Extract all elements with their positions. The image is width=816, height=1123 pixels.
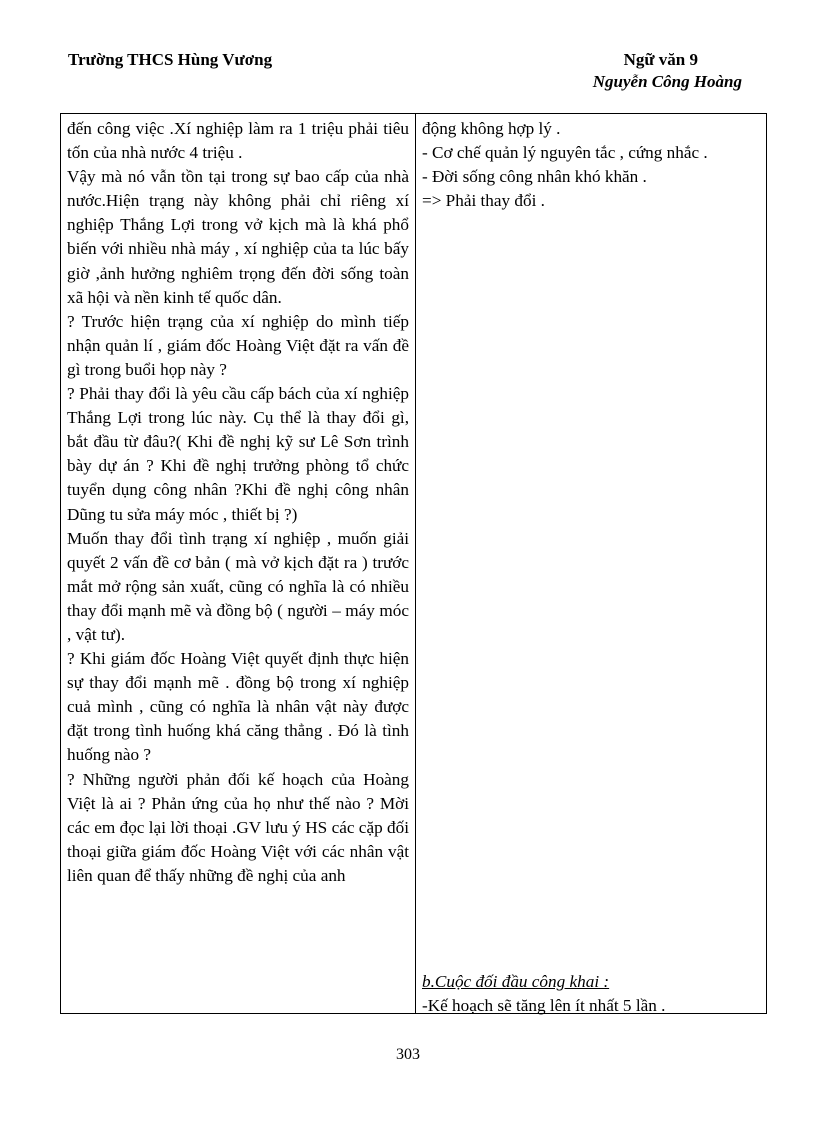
- paragraph: đến công việc .Xí nghiệp làm ra 1 triệu phải tiêu tốn của nhà nước 4 triệu .: [67, 119, 409, 163]
- teacher-activity-column: [61, 114, 416, 1014]
- section-subheading: b.Cuộc đối đầu công khai :: [422, 972, 610, 991]
- content-line: - Cơ chế quản lý nguyên tắc , cứng nhắc .: [422, 143, 708, 163]
- question-paragraph: ? Khi giám đốc Hoàng Việt quyết định thực hiện sự thay đổi mạnh mẽ . đồng bộ trong xí nghiệp cuả mình , cũng có nghĩa là nhân vật này được đặt trong tình huống khá căng thẳng . Đó là tình huống nào ?: [67, 649, 409, 765]
- question-paragraph: ? Những người phản đối kế hoạch của Hoàng Việt là ai ? Phản ứng của họ như thế nào ? Mời các em đọc lại lời thoại .GV lưu ý HS các cặp đối thoại giữa giám đốc Hoàng Việt với các nhân vật liên quan để thấy những đề nghị của anh: [67, 769, 409, 885]
- content-line: động không hợp lý .: [422, 119, 561, 138]
- lesson-table: [60, 113, 767, 1014]
- subject-title: Ngữ văn 9: [623, 50, 698, 69]
- question-paragraph: ? Trước hiện trạng của xí nghiệp do mình tiếp nhận quản lí , giám đốc Hoàng Việt đặt ra vấn đề gì trong buổi họp này ?: [67, 311, 409, 379]
- question-paragraph: ? Phải thay đổi là yêu cầu cấp bách của xí nghiệp Thắng Lợi trong lúc này. Cụ thể là thay đổi gì, bắt đầu từ đâu?( Khi đề nghị kỹ sư Lê Sơn trình bày dự án ? Khi đề nghị trưởng phòng tổ chức tuyển dụng công nhân ?Khi đề nghị công nhân Dũng tu sửa máy móc , thiết bị ?): [67, 384, 409, 524]
- table-row: [61, 114, 767, 1014]
- content-line: => Phải thay đổi .: [422, 191, 545, 211]
- school-name: Trường THCS Hùng Vương: [68, 50, 273, 69]
- paragraph: Vậy mà nó vẫn tồn tại trong sự bao cấp của nhà nước.Hiện trạng này không phải chỉ riêng xí nghiệp Thắng Lợi trong vở kịch mà là khá phổ biến với nhiều nhà máy , xí nghiệp của ta lúc bấy giờ ,ảnh hưởng nghiêm trọng đến đời sống toàn xã hội và nền kinh tế quốc dân.: [67, 167, 409, 307]
- paragraph: Muốn thay đổi tình trạng xí nghiệp , muốn giải quyết 2 vấn đề cơ bản ( mà vở kịch đặt ra ) trước mắt mở rộng sản xuất, cũng có nghĩa là có nhiều thay đổi mạnh mẽ và đồng bộ ( người – máy móc , vật tư).: [67, 528, 409, 644]
- content-column: [416, 114, 767, 1014]
- teacher-name: Nguyễn Công Hoàng: [592, 72, 742, 91]
- content-line: -Kế hoạch sẽ tăng lên ít nhất 5 lần .: [422, 996, 666, 1016]
- header-right: [0, 50, 742, 92]
- content-line: - Đời sống công nhân khó khăn .: [422, 167, 647, 187]
- page-number: 303: [396, 1046, 420, 1063]
- section-b: [422, 970, 761, 1018]
